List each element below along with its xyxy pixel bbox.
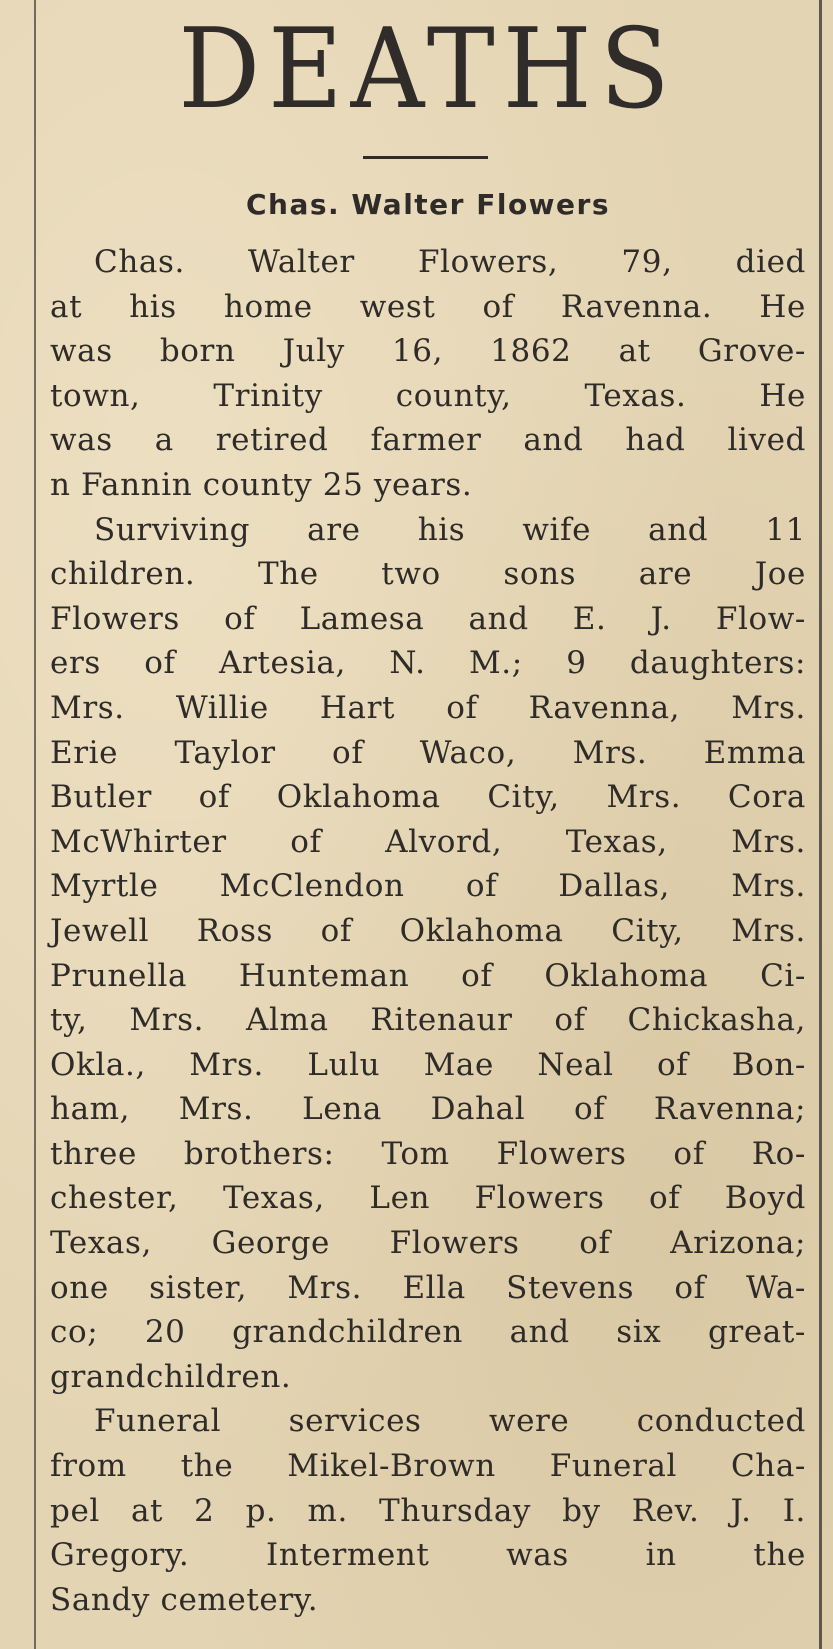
obituary-line: pel at 2 p. m. Thursday by Rev. J. I. (50, 1492, 806, 1529)
obituary-line: Chas. Walter Flowers, 79, died (94, 244, 806, 280)
obituary-line: Sandy cemetery. (50, 1581, 319, 1618)
obituary-line: town, Trinity county, Texas. He (50, 377, 806, 414)
obituary-line: Flowers of Lamesa and E. J. Flow- (50, 600, 806, 637)
section-heading: DEATHS (178, 5, 678, 134)
column-rule-left (34, 0, 36, 1649)
obituary-line: was a retired farmer and had lived (50, 422, 806, 459)
obituary-line: n Fannin county 25 years. (50, 466, 473, 503)
obituary-line: ham, Mrs. Lena Dahal of Ravenna; (50, 1091, 806, 1128)
obituary-title: Chas. Walter Flowers (245, 188, 611, 221)
obituary-line: Mrs. Willie Hart of Ravenna, Mrs. (50, 689, 806, 726)
column-rule-right (819, 0, 822, 1649)
obituary-line: Butler of Oklahoma City, Mrs. Cora (50, 779, 806, 816)
obituary-line: from the Mikel-Brown Funeral Cha- (50, 1448, 806, 1485)
obituary-line: three brothers: Tom Flowers of Ro- (50, 1135, 806, 1172)
obituary-line: Erie Taylor of Waco, Mrs. Emma (50, 734, 806, 771)
obituary-line: Surviving are his wife and 11 (94, 511, 806, 548)
obituary-line: co; 20 grandchildren and six great- (50, 1314, 806, 1351)
obituary-body (50, 240, 806, 1622)
obituary-line: Prunella Hunteman of Oklahoma Ci- (50, 957, 806, 994)
obituary-line: Funeral services were conducted (94, 1403, 806, 1440)
obituary-line: was born July 16, 1862 at Grove- (50, 333, 806, 370)
heading-divider (363, 156, 488, 159)
obituary-line: ers of Artesia, N. M.; 9 daughters: (50, 645, 806, 682)
obituary-line: McWhirter of Alvord, Texas, Mrs. (50, 823, 806, 860)
obituary-line: Jewell Ross of Oklahoma City, Mrs. (50, 912, 806, 949)
obituary-line: Gregory. Interment was in the (50, 1537, 806, 1574)
obituary-line: children. The two sons are Joe (50, 556, 806, 593)
obituary-line: grandchildren. (50, 1358, 292, 1395)
obituary-line: one sister, Mrs. Ella Stevens of Wa- (50, 1269, 806, 1306)
obituary-line: Texas, George Flowers of Arizona; (50, 1225, 806, 1262)
obituary-line: at his home west of Ravenna. He (50, 288, 806, 325)
obituary-line: chester, Texas, Len Flowers of Boyd (50, 1180, 806, 1217)
obituary-line: Okla., Mrs. Lulu Mae Neal of Bon- (50, 1046, 806, 1083)
obituary-line: ty, Mrs. Alma Ritenaur of Chickasha, (50, 1002, 806, 1039)
obituary-line: Myrtle McClendon of Dallas, Mrs. (50, 868, 806, 905)
